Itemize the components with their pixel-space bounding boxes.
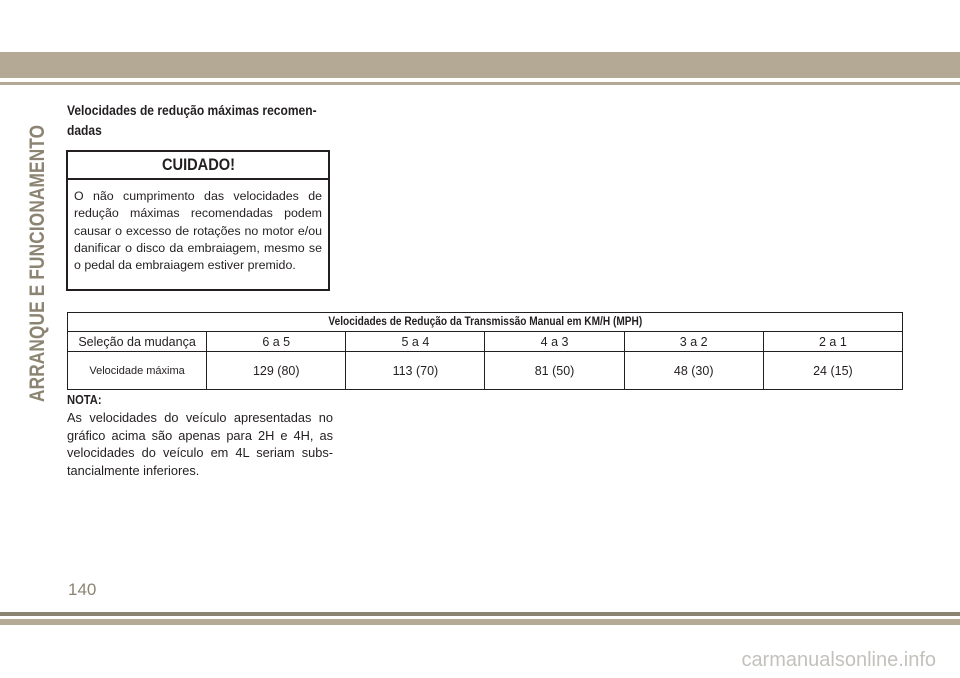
table-caption: Velocidades de Redução da Transmissão Manual em KM/H (MPH) [68,313,903,332]
note-title: NOTA: [67,392,102,407]
caution-box [66,150,330,291]
table-row-header: Velocidade máxima [68,352,207,390]
table-cell: 48 (30) [624,352,763,390]
caution-text: O não cumprimento das velocidades de redução máximas recomendadas podem causar o excesso de rotações no motor e/ou danificar o disco da embraiagem, mesmo se o pedal da embraiagem estiver premido. [74,189,322,273]
footer-rule-light [0,619,960,625]
table-cell: 81 (50) [485,352,624,390]
table-cell: 3 a 2 [624,332,763,352]
header-rule [0,82,960,85]
note-text: As velocidades do veículo apresentadas no gráfico acima são apenas para 2H e 4H, as velocidades do veículo em 4L seriam subs-tancialmente inferiores. [67,410,333,478]
section-title: Velocidades de redução máximas recomen- dadas [67,102,317,138]
table-row [68,352,903,390]
footer-rule-dark [0,612,960,616]
section-side-label: ARRANQUE E FUNCIONAMENTO [26,124,49,403]
table-cell: 5 a 4 [346,332,485,352]
table-cell: 24 (15) [763,352,902,390]
page-number: 140 [68,580,97,599]
header-band [0,52,960,78]
table-cell: 6 a 5 [207,332,346,352]
table-cell: 2 a 1 [763,332,902,352]
table-cell: 113 (70) [346,352,485,390]
caution-title: CUIDADO! [68,152,328,180]
watermark-text: carmanualsonline.info [741,649,936,671]
table-row [68,332,903,352]
table-cell: 4 a 3 [485,332,624,352]
table-row-header: Seleção da mudança [68,332,207,352]
downshift-speed-table [67,312,902,390]
table-cell: 129 (80) [207,352,346,390]
